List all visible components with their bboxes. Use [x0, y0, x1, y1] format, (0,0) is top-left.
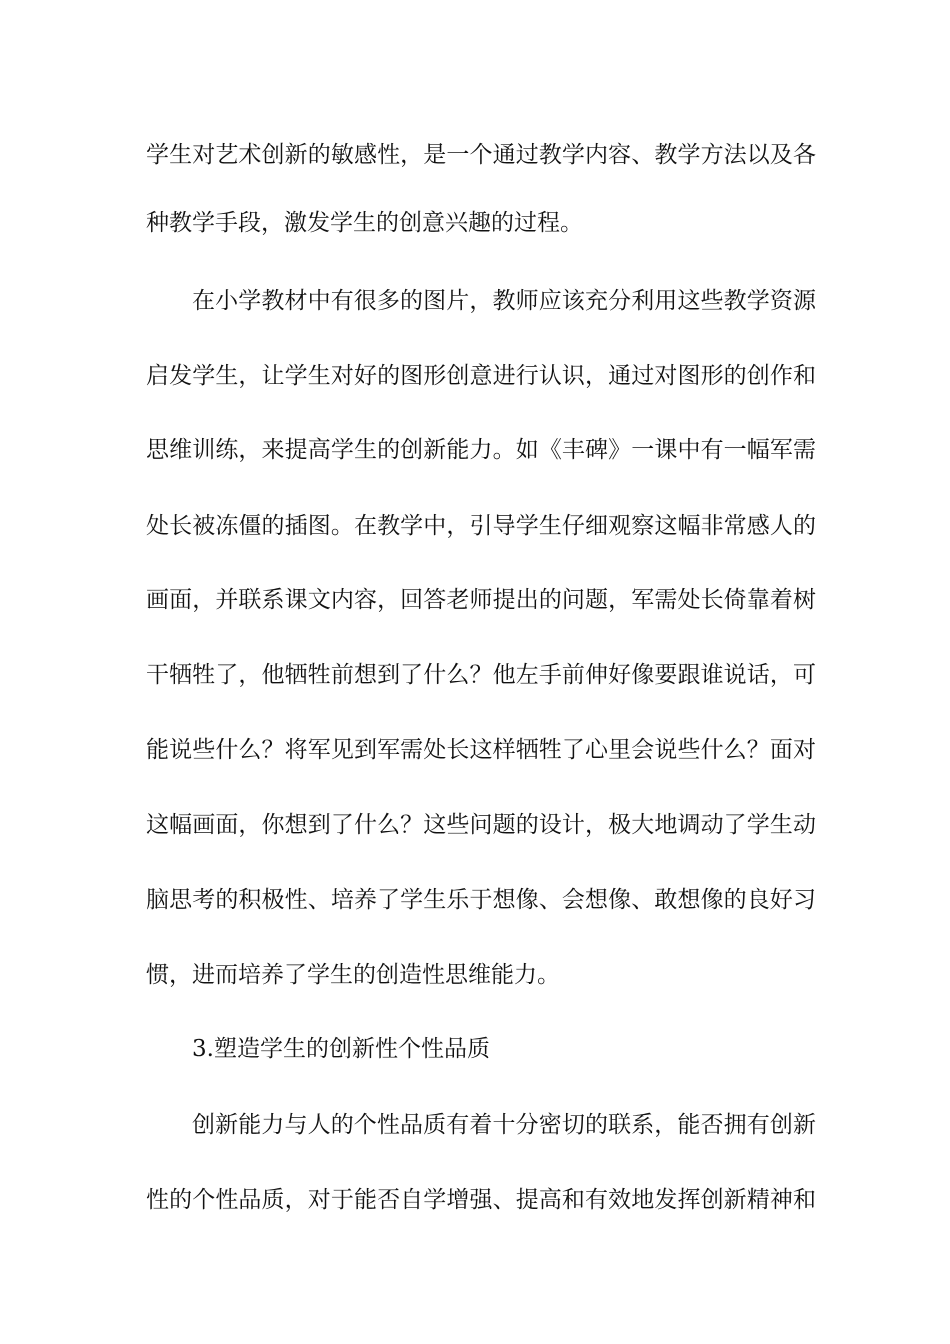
paragraph-line: 干牺牲了，他牺牲前想到了什么？他左手前伸好像要跟谁说话，可: [146, 662, 816, 688]
paragraph-line: 能说些什么？将军见到军需处长这样牺牲了心里会说些什么？面对: [146, 737, 816, 763]
paragraph-line: 在小学教材中有很多的图片，教师应该充分利用这些教学资源: [192, 288, 816, 314]
paragraph-line: 性的个性品质，对于能否自学增强、提高和有效地发挥创新精神和: [146, 1187, 816, 1213]
paragraph-line: 这幅画面，你想到了什么？这些问题的设计，极大地调动了学生动: [146, 812, 816, 838]
paragraph-line: 种教学手段，激发学生的创意兴趣的过程。: [146, 210, 583, 236]
paragraph-line: 思维训练，来提高学生的创新能力。如《丰碑》一课中有一幅军需: [146, 437, 816, 463]
section-heading: 3.塑造学生的创新性个性品质: [192, 1036, 490, 1062]
paragraph-line: 学生对艺术创新的敏感性，是一个通过教学内容、教学方法以及各: [146, 142, 816, 168]
paragraph-line: 处长被冻僵的插图。在教学中，引导学生仔细观察这幅非常感人的: [146, 513, 816, 539]
paragraph-line: 创新能力与人的个性品质有着十分密切的联系，能否拥有创新: [192, 1112, 816, 1138]
paragraph-line: 画面，并联系课文内容，回答老师提出的问题，军需处长倚靠着树: [146, 587, 816, 613]
paragraph-line: 惯，进而培养了学生的创造性思维能力。: [146, 962, 560, 988]
paragraph-line: 启发学生，让学生对好的图形创意进行认识，通过对图形的创作和: [146, 363, 816, 389]
paragraph-line: 脑思考的积极性、培养了学生乐于想像、会想像、敢想像的良好习: [146, 887, 816, 913]
